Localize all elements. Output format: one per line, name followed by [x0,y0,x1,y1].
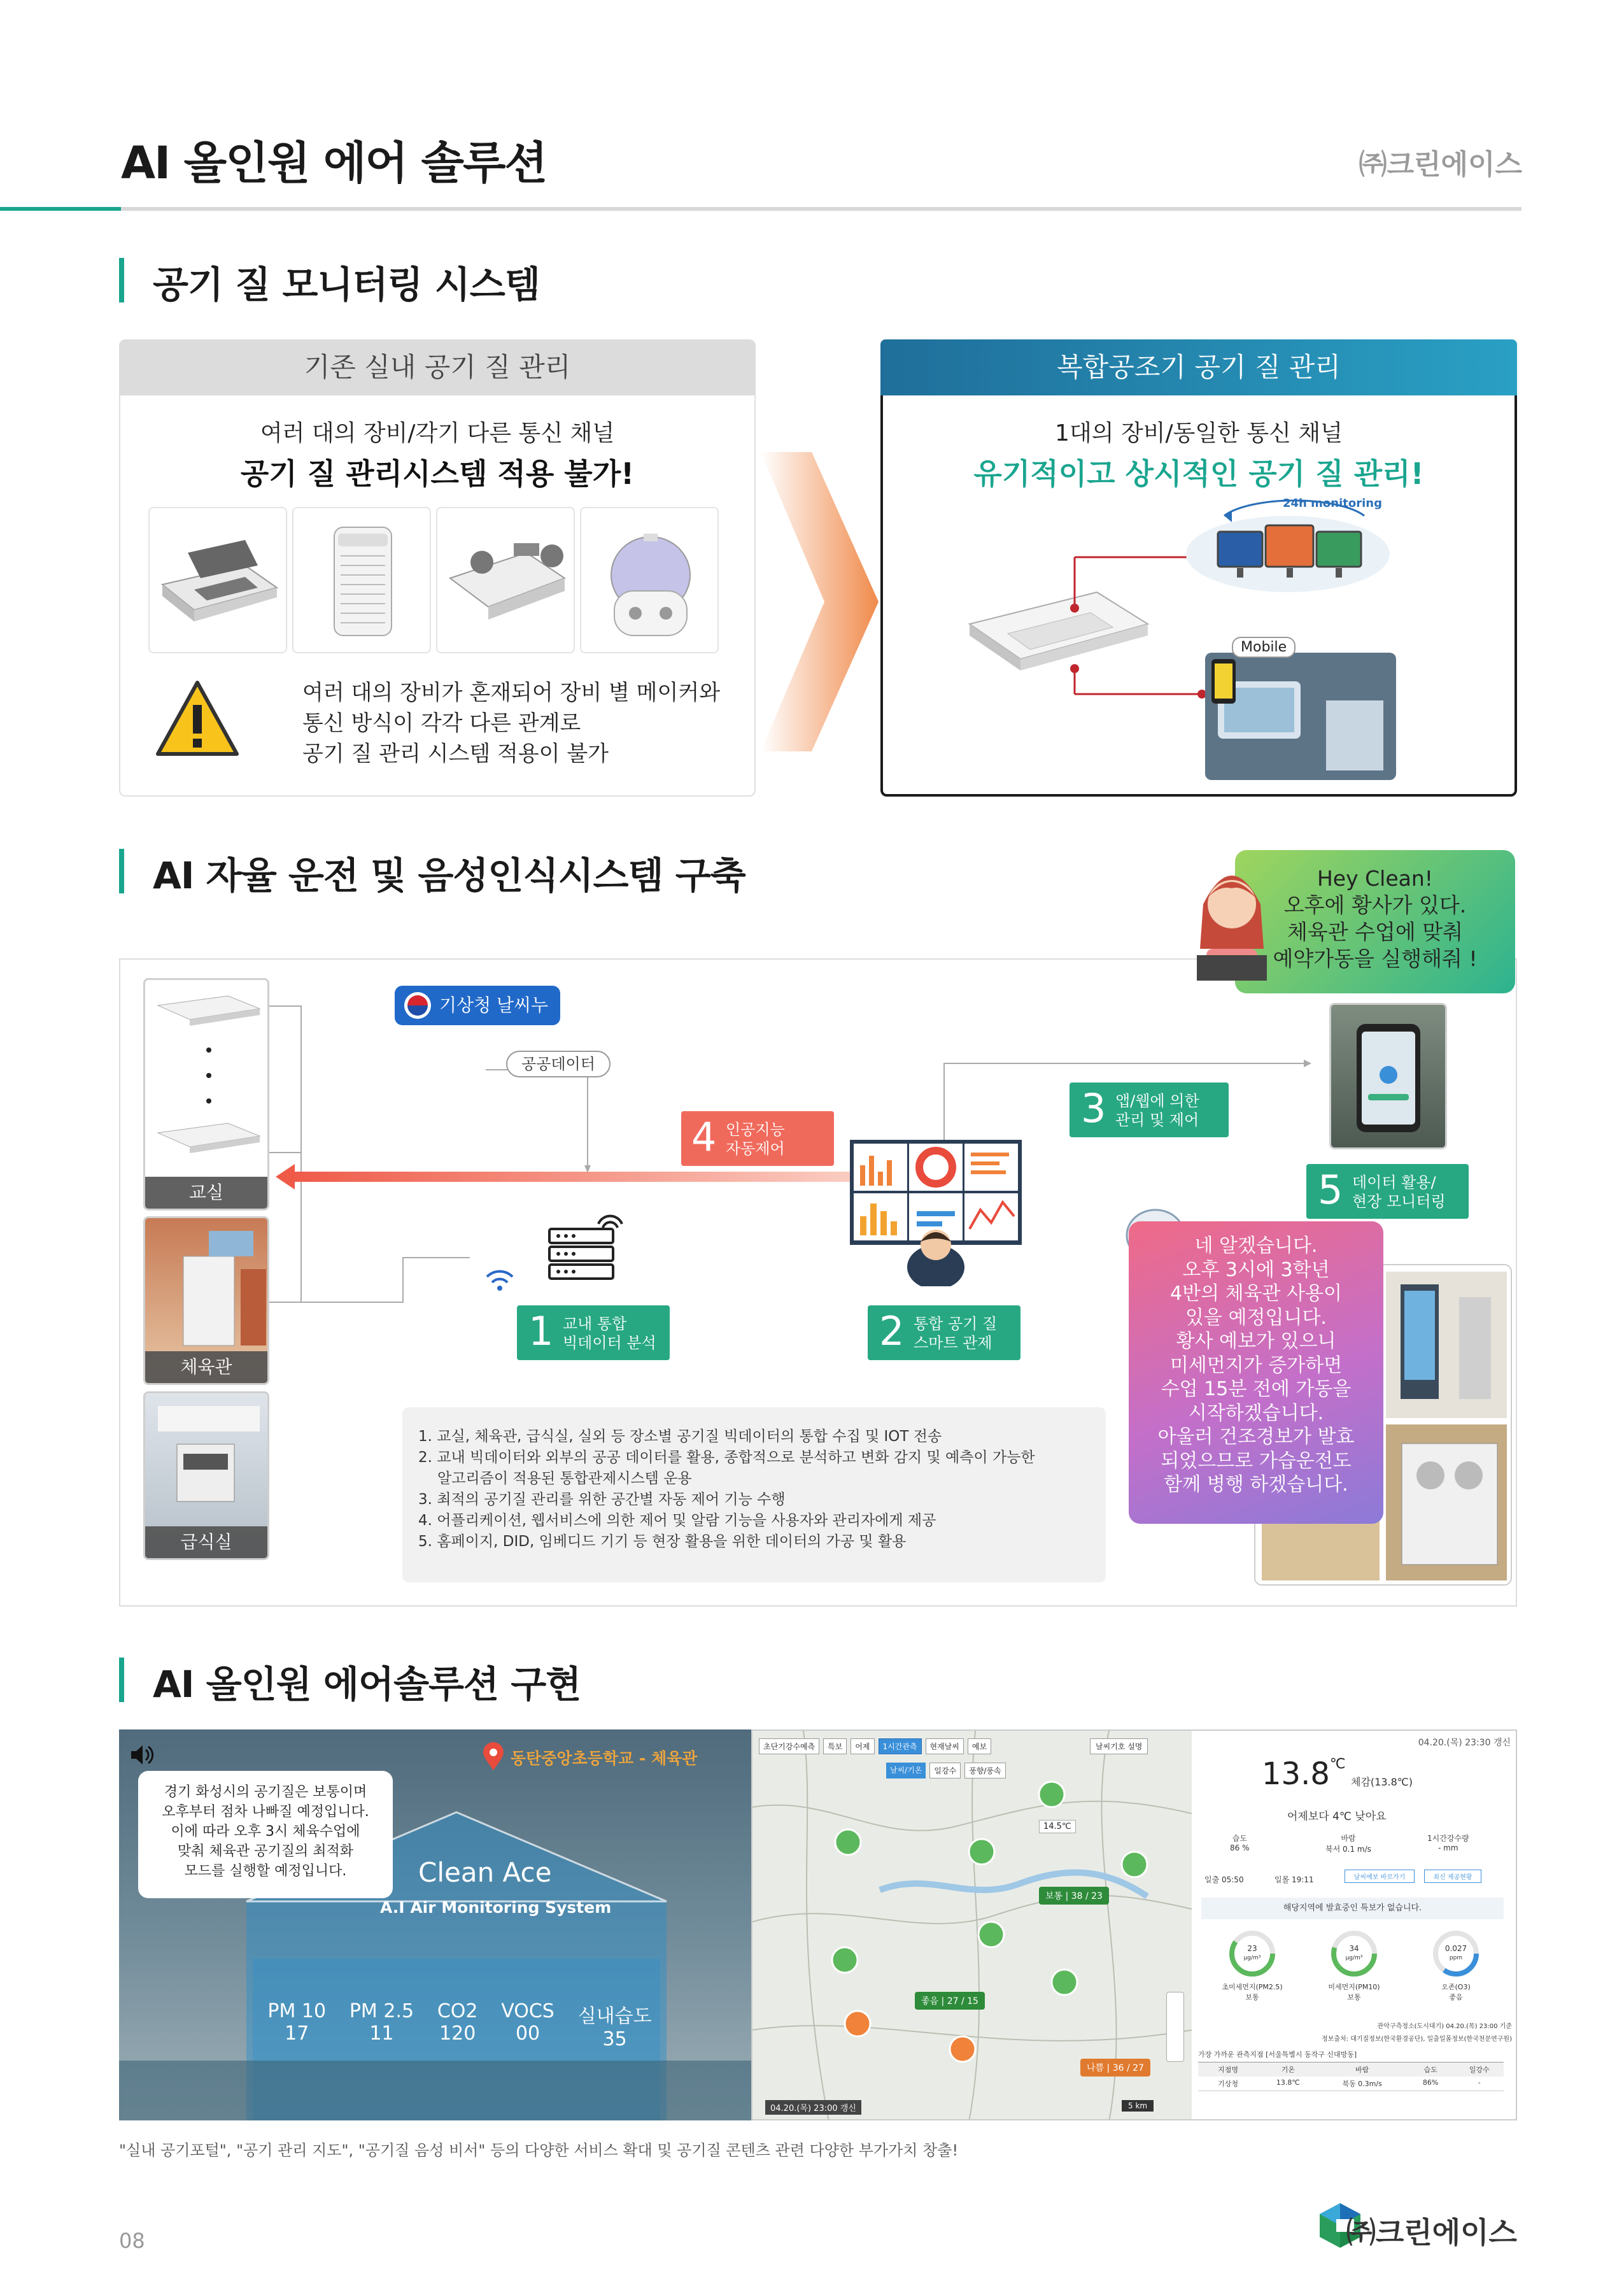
gym-photo [143,1216,269,1385]
room-label-gym: 체육관 [145,1351,267,1383]
system-description-box [402,1407,1106,1582]
ceiling-cassette-image [148,507,287,653]
step5-tag: 5 데이터 활용/ 현장 모니터링 [1306,1164,1469,1219]
company-brand-text: ㈜크린에이스 [1346,2215,1517,2250]
step2-tag: 2 통합 공기 질 스마트 관제 [868,1305,1020,1360]
map-subtab-active[interactable]: 날씨/기온 [886,1763,926,1778]
legacy-line1: 여러 대의 장비/각기 다른 통신 채널 [260,420,615,446]
air-quality-map-screen [751,1729,1517,2120]
step1-tag: 1 교내 통합 빅데이터 분석 [517,1305,670,1360]
current-temp: 13.8℃ [1262,1756,1346,1792]
page-title: AI 올인원 에어 솔루션 [121,137,547,189]
integrated-header: 복합공조기 공기 질 관리 [880,339,1517,395]
user-avatar [1190,853,1273,981]
metrics-row [256,2000,663,2050]
desc-item: 5. 홈페이지, DID, 임베디드 기기 등 현장 활용을 위한 데이터의 가공 및 활용 [418,1533,907,1550]
table-row: 기상청 13.8℃ 북동 0.3m/s 86% - [1198,2077,1504,2091]
step3-tag: 3 앱/웹에 의한 관리 및 제어 [1070,1083,1229,1137]
header-divider [121,207,1522,211]
footer-note: "실내 공기포털", "공기 관리 지도", "공기질 음성 비서" 등의 다양한 서비스 확대 및 공기질 콘텐츠 관련 다양한 부가가치 창출! [119,2141,959,2159]
room-label-cafeteria: 급식실 [145,1526,267,1558]
desc-item: 3. 최적의 공기질 관리를 위한 공간별 자동 제어 기능 수행 [418,1491,786,1508]
wifi-icon [484,1264,516,1296]
ventilation-unit-image [436,507,575,653]
legacy-header: 기존 실내 공기 질 관리 [119,339,756,395]
weather-info-panel [1192,1731,1517,2120]
map-subtab[interactable]: 풍향/풍속 [964,1763,1005,1778]
metric-vocs: VOCS 00 [501,2000,554,2045]
integrated-line2: 유기적이고 상시적인 공기 질 관리! [973,457,1424,491]
location-pin-icon [482,1742,505,1771]
speaker-icon [129,1742,154,1768]
map-tab[interactable]: 예보 [968,1738,991,1754]
map-badge-bad[interactable]: 나쁨 | 36 / 27 [1080,2059,1150,2077]
map-tab[interactable]: 현재날씨 [926,1738,964,1754]
kma-logo-icon [404,992,431,1019]
desc-item: 알고리즘이 적용된 통합관제시스템 운용 [437,1470,692,1487]
weather-legend-button[interactable]: 날씨기호 설명 [1090,1738,1148,1754]
station-title: 가장 가까운 관측지점 [서울특별시 동작구 신대방동] [1198,2050,1357,2059]
map-zoom-control[interactable] [1166,1992,1184,2062]
desc-item: 2. 교내 빅데이터와 외부의 공공 데이터를 활용, 종합적으로 분석하고 변화 감지 및 예측이 가능한 [418,1449,1035,1466]
section-bar [119,1658,124,1702]
table-header: 지점명 기온 바람 습도 일강수 [1198,2062,1504,2077]
warning-icon [153,676,242,765]
gauge-pm25-value: 23 [1247,1944,1257,1953]
room-label-classroom: 교실 [145,1177,267,1209]
air-purifier-image [292,507,431,653]
gauge-ozone-unit: ppm [1449,1955,1463,1961]
sunset-info: 일몰 19:11 [1274,1875,1314,1884]
section3-title: AI 올인원 에어솔루션 구현 [153,1663,581,1706]
voice-message-bubble: 경기 화성시의 공기질은 보통이며 오후부터 점차 나빠질 예정입니다. 이에 따라 오후 3시 체육수업에 맞춰 체육관 공기질의 최적화 모드를 실행할 예정입니다. [138,1771,393,1898]
classroom-photo [143,978,269,1210]
map-update-time: 04.20.(목) 23:00 갱신 [765,2100,861,2115]
humidifier-image [580,507,719,653]
air-quality-map[interactable] [752,1731,1192,2120]
metric-humidity: 실내습도 35 [577,2005,652,2050]
warning-text: 여러 대의 장비가 혼재되어 장비 별 메이커와 통신 방식이 각각 다른 관계로 공기 질 관리 시스템 적용이 불가 [302,680,721,767]
map-subtab-bar [886,1763,1006,1778]
humidity-info: 습도 86 % [1230,1834,1250,1852]
map-scale: 5 km [1122,2100,1154,2112]
map-subtab[interactable]: 일강수 [929,1763,961,1778]
legacy-line2: 공기 질 관리시스템 적용 불가! [240,457,635,491]
map-tab[interactable]: 특보 [823,1738,847,1754]
desc-item: 4. 어플리케이션, 웹서비스에 의한 제어 및 알람 기능을 사용자와 관리자에게 제공 [418,1512,936,1529]
map-tab[interactable]: 초단기강수예측 [759,1738,819,1754]
map-tab-active[interactable]: 1시간관측 [879,1738,922,1754]
header-accent [0,207,121,211]
monitoring-label: 24h monitoring [1283,497,1382,510]
gauge-pm10-value: 34 [1349,1944,1359,1953]
map-badge-good[interactable]: 좋음 | 27 / 15 [915,1992,985,2010]
section2-title: AI 자율 운전 및 음성인식시스템 구축 [153,854,745,897]
robot-reply-bubble: 네 알겠습니다. 오후 3시에 3학년 4반의 체육관 사용이 있을 예정입니다. 황사 예보가 있으니 미세먼지가 증가하면 수업 15분 전에 가동을 시작하겠습니다. 아울러 건조경보가 발효 되었으므로 가습운전도 함께 병행 하겠습니다. [1129,1221,1383,1524]
info-update-time: 04.20.(목) 23:30 갱신 [1418,1738,1511,1748]
forecast-link-button[interactable]: 날씨예보 바로가기 [1345,1870,1415,1883]
user-speech-bubble: Hey Clean! 오후에 황사가 있다. 체육관 수업에 맞춰 예약가동을 실행해줘 ! [1235,850,1515,993]
metric-co2: CO2 120 [437,2000,478,2045]
server-icon [544,1210,627,1293]
station-table [1198,2062,1504,2091]
control-center-icon [850,1140,1022,1286]
system-name: A.I Air Monitoring System [380,1898,612,1917]
gauge-pm10-label: 미세먼지(PM10) 보통 [1328,1983,1380,2001]
public-data-pill: 공공데이터 [506,1051,611,1077]
rain-info: 1시간강수량 - mm [1427,1834,1469,1852]
cafeteria-photo [143,1391,269,1560]
map-tab[interactable]: 어제 [851,1738,874,1754]
metric-pm25: PM 2.5 11 [349,2000,414,2045]
temp-compare: 어제보다 4℃ 낮아요 [1287,1810,1387,1823]
map-tab-bar [759,1738,991,1754]
data-source: 정보출처: 대기질정보(한국환경공단), 일출일몰정보(한국천문연구원) [1322,2036,1512,2043]
air-gauges [1204,1928,1504,2017]
phone-app-photo [1329,1003,1447,1149]
transition-arrow [761,452,882,751]
location-label: 동탄중앙초등학교 - 체육관 [511,1749,698,1768]
gauge-ozone-value: 0.027 [1444,1944,1467,1953]
map-badge-normal[interactable]: 보통 | 38 / 23 [1039,1887,1109,1905]
desc-item: 1. 교실, 체육관, 급식실, 실외 등 장소별 공기질 빅데이터의 통합 수집 및 IOT 전송 [418,1428,942,1445]
gauge-pm25-unit: μg/m³ [1243,1955,1261,1961]
gym-monitoring-display [119,1729,756,2120]
section1-title: 공기 질 모니터링 시스템 [153,263,540,306]
gauge-pm25-label: 초미세먼지(PM2.5) 보통 [1222,1983,1283,2001]
feels-like: 체감(13.8℃) [1351,1776,1413,1788]
gauge-pm10-unit: μg/m³ [1345,1955,1363,1961]
page-number: 08 [119,2229,145,2253]
kma-badge: 기상청 날씨누리 [395,986,560,1025]
gauge-ozone-label: 오존(O3) 좋음 [1441,1983,1471,2001]
step4-tag: 4 인공지능 자동제어 [681,1111,834,1166]
map-temperature-label: 14.5℃ [1039,1820,1076,1833]
section-bar [119,258,124,302]
alert-notice: 해당지역에 발효중인 특보가 없습니다. [1201,1898,1504,1919]
integrated-line1: 1대의 장비/동일한 통신 채널 [1055,420,1343,446]
measurement-source: 관악구측정소(도시대기) 04.20.(목) 23:00 기준 [1377,2023,1512,2030]
metric-pm10: PM 10 17 [267,2000,327,2045]
brand-logo-text: ㈜크린에이스 [1359,148,1522,181]
clean-ace-brand: Clean Ace [418,1857,552,1888]
mobile-label: Mobile [1232,637,1296,658]
section-bar [119,849,124,893]
wind-info: 바람 북서 0.1 m/s [1325,1834,1371,1854]
status-link-button[interactable]: 최신 제공현황 [1424,1870,1481,1883]
integrated-diagram [880,497,1517,796]
sunrise-info: 일출 05:50 [1204,1875,1244,1884]
